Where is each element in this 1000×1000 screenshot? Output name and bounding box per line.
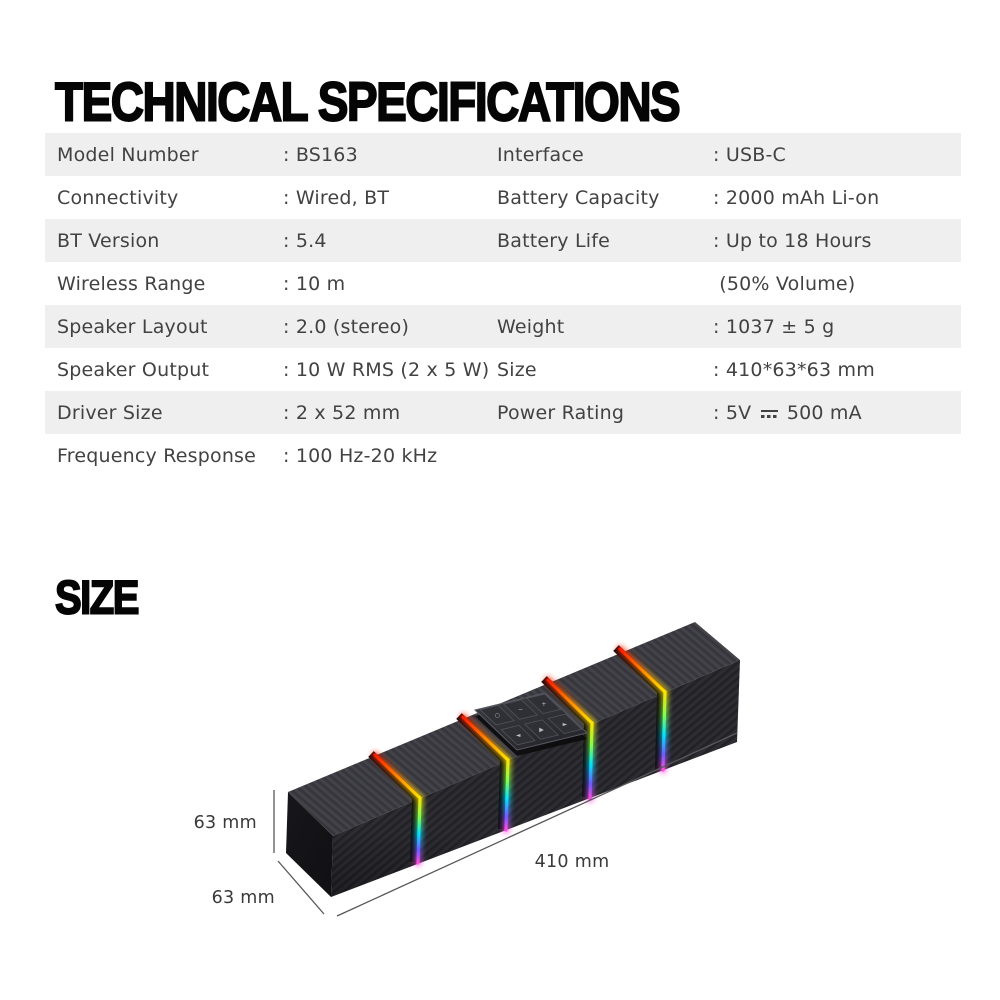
table-row bbox=[45, 348, 961, 391]
spec-label: Driver Size bbox=[57, 401, 163, 424]
table-row bbox=[45, 391, 961, 434]
spec-value: : 100 Hz-20 kHz bbox=[283, 444, 438, 467]
table-row bbox=[45, 133, 961, 176]
spec-value: : 1037 ± 5 g bbox=[713, 315, 835, 338]
spec-value: : 5.4 bbox=[283, 229, 327, 252]
spec-label: Battery Life bbox=[497, 229, 611, 252]
spec-label: Size bbox=[497, 358, 537, 381]
table-row bbox=[45, 305, 961, 348]
play-pause-icon: ▶ bbox=[539, 726, 544, 734]
spec-value: : 2.0 (stereo) bbox=[283, 315, 410, 338]
dc-symbol-icon bbox=[761, 409, 778, 420]
spec-value: : 10 m bbox=[283, 272, 346, 295]
product-illustration bbox=[150, 598, 800, 950]
spec-label: Power Rating bbox=[497, 401, 625, 424]
spec-value: : Wired, BT bbox=[283, 186, 390, 209]
height-dimension-label: 63 mm bbox=[193, 813, 257, 833]
spec-value: : 410*63*63 mm bbox=[713, 358, 875, 381]
length-dimension-label: 410 mm bbox=[534, 852, 610, 872]
depth-dimension-label: 63 mm bbox=[211, 888, 275, 908]
table-row bbox=[45, 262, 961, 305]
spec-value: : 2000 mAh Li-on bbox=[713, 186, 880, 209]
spec-value: : BS163 bbox=[283, 143, 358, 166]
volume-down-icon: − bbox=[517, 706, 524, 714]
spec-value: : 2 x 52 mm bbox=[283, 401, 401, 424]
page-title: TECHNICAL SPECIFICATIONS bbox=[55, 71, 680, 133]
spec-value: : Up to 18 Hours bbox=[713, 229, 872, 252]
spec-label: Speaker Layout bbox=[57, 315, 208, 338]
volume-up-icon: + bbox=[541, 700, 547, 708]
spec-label: Model Number bbox=[57, 143, 199, 166]
table-row bbox=[45, 176, 961, 219]
spec-value: : 10 W RMS (2 x 5 W) bbox=[283, 358, 490, 381]
table-row bbox=[45, 434, 961, 477]
previous-track-icon: ◄ bbox=[515, 732, 521, 740]
spec-label: Frequency Response bbox=[57, 444, 257, 467]
power-icon: ○ bbox=[494, 712, 500, 720]
size-section-heading: SIZE bbox=[55, 572, 138, 624]
spec-value: : 5V 500 mA bbox=[713, 401, 862, 424]
spec-label: Weight bbox=[497, 315, 565, 338]
spec-label: Battery Capacity bbox=[497, 186, 660, 209]
spec-label: Connectivity bbox=[57, 186, 179, 209]
next-track-icon: ► bbox=[562, 720, 568, 728]
spec-label: BT Version bbox=[57, 229, 160, 252]
table-row bbox=[45, 219, 961, 262]
spec-value: : USB-C bbox=[713, 143, 786, 166]
spec-label: Interface bbox=[497, 143, 584, 166]
spec-label: Speaker Output bbox=[57, 358, 210, 381]
spec-label: Wireless Range bbox=[57, 272, 206, 295]
spec-table bbox=[45, 133, 961, 477]
spec-value: (50% Volume) bbox=[713, 272, 856, 295]
